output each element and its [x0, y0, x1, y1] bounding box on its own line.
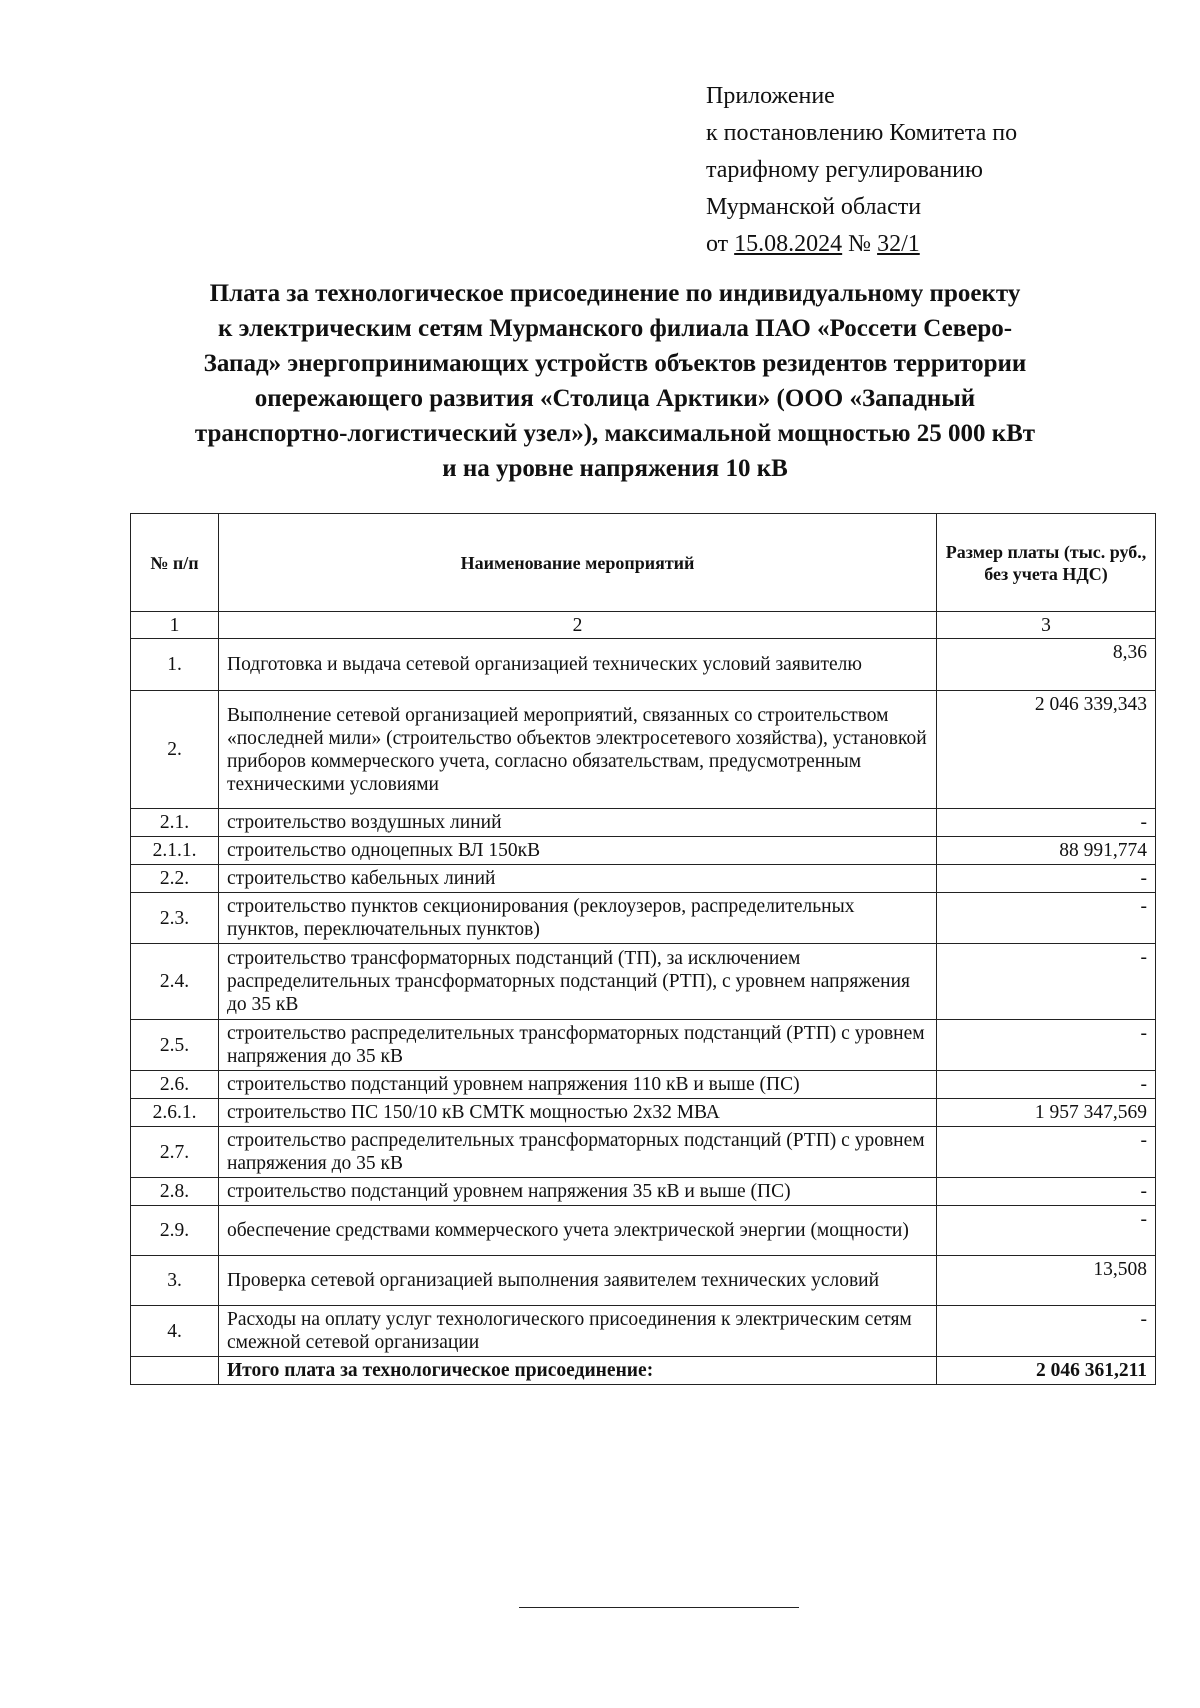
- row-name: строительство воздушных линий: [219, 809, 937, 837]
- row-number: 2.8.: [131, 1178, 219, 1206]
- resolution-number: 32/1: [877, 231, 920, 257]
- total-value: 2 046 361,211: [937, 1357, 1156, 1385]
- table-row: [131, 691, 1156, 809]
- total-num-cell: [131, 1357, 219, 1385]
- signature-separator-line: [519, 1607, 799, 1608]
- column-index-3: 3: [937, 612, 1156, 639]
- appendix-block: [706, 78, 1017, 263]
- row-name: строительство трансформаторных подстанций (ТП), за исключением распределительных трансформаторных подстанций (РТП), с уровнем напряжения до 35 кВ: [219, 944, 937, 1020]
- appendix-line-1: Приложение: [706, 83, 835, 109]
- header-fee: Размер платы (тыс. руб., без учета НДС): [937, 514, 1156, 612]
- row-name: строительство подстанций уровнем напряжения 110 кВ и выше (ПС): [219, 1071, 937, 1099]
- table-row: [131, 1256, 1156, 1306]
- row-number: 2.9.: [131, 1206, 219, 1256]
- table-row: [131, 1071, 1156, 1099]
- row-number: 2.6.: [131, 1071, 219, 1099]
- date-prefix: от: [706, 231, 735, 257]
- row-name: строительство кабельных линий: [219, 865, 937, 893]
- column-index-2: 2: [219, 612, 937, 639]
- table-row: [131, 893, 1156, 944]
- column-index-row: [131, 612, 1156, 639]
- row-value: 2 046 339,343: [937, 691, 1156, 809]
- title-line-5: транспортно-логистический узел»), максимальной мощностью 25 000 кВт: [194, 420, 1036, 447]
- header-name: Наименование мероприятий: [219, 514, 937, 612]
- row-number: 2.6.1.: [131, 1099, 219, 1127]
- row-value: -: [937, 1178, 1156, 1206]
- table-row: [131, 1127, 1156, 1178]
- row-value: -: [937, 944, 1156, 1020]
- row-number: 2.4.: [131, 944, 219, 1020]
- table-row: [131, 809, 1156, 837]
- title-line-2: к электрическим сетям Мурманского филиала ПАО «Россети Северо-: [217, 315, 1013, 342]
- row-number: 2.3.: [131, 893, 219, 944]
- total-label: Итого плата за технологическое присоединение:: [219, 1357, 937, 1385]
- table-row: [131, 944, 1156, 1020]
- table-row: [131, 1020, 1156, 1071]
- table-row: [131, 1206, 1156, 1256]
- title-line-1: Плата за технологическое присоединение по индивидуальному проекту: [209, 280, 1021, 307]
- row-name: строительство подстанций уровнем напряжения 35 кВ и выше (ПС): [219, 1178, 937, 1206]
- row-value: -: [937, 865, 1156, 893]
- row-name: Выполнение сетевой организацией мероприятий, связанных со строительством «последней мили» (строительство объектов электросетевого хозяйства), установкой приборов коммерческого учета, согласно обязательствам, предусмотренным техническими условиями: [219, 691, 937, 809]
- row-value: 1 957 347,569: [937, 1099, 1156, 1127]
- row-name: строительство распределительных трансформаторных подстанций (РТП) с уровнем напряжения до 35 кВ: [219, 1020, 937, 1071]
- resolution-date: 15.08.2024: [734, 231, 843, 257]
- appendix-date-line: [706, 226, 1017, 263]
- row-number: 4.: [131, 1306, 219, 1357]
- title-line-3: Запад» энергопринимающих устройств объектов резидентов территории: [203, 350, 1027, 377]
- fee-table: [130, 513, 1156, 1385]
- row-name: обеспечение средствами коммерческого учета электрической энергии (мощности): [219, 1206, 937, 1256]
- row-value: -: [937, 1071, 1156, 1099]
- total-row: [131, 1357, 1156, 1385]
- header-num: № п/п: [131, 514, 219, 612]
- column-index-1: 1: [131, 612, 219, 639]
- row-number: 2.7.: [131, 1127, 219, 1178]
- row-value: -: [937, 1127, 1156, 1178]
- title-line-6: и на уровне напряжения 10 кВ: [442, 455, 788, 482]
- row-number: 2.5.: [131, 1020, 219, 1071]
- row-value: -: [937, 893, 1156, 944]
- row-name: строительство одноцепных ВЛ 150кВ: [219, 837, 937, 865]
- title-line-4: опережающего развития «Столица Арктики» (ООО «Западный: [254, 385, 976, 412]
- table-row: [131, 865, 1156, 893]
- row-number: 1.: [131, 639, 219, 691]
- row-name: строительство распределительных трансформаторных подстанций (РТП) с уровнем напряжения до 35 кВ: [219, 1127, 937, 1178]
- row-name: Проверка сетевой организацией выполнения заявителем технических условий: [219, 1256, 937, 1306]
- row-name: строительство пунктов секционирования (реклоузеров, распределительных пунктов, переключательных пунктов): [219, 893, 937, 944]
- appendix-line-4: Мурманской области: [706, 194, 922, 220]
- row-name: Подготовка и выдача сетевой организацией технических условий заявителю: [219, 639, 937, 691]
- row-name: Расходы на оплату услуг технологического присоединения к электрическим сетям смежной сетевой организации: [219, 1306, 937, 1357]
- row-value: -: [937, 1306, 1156, 1357]
- row-number: 2.1.1.: [131, 837, 219, 865]
- table-row: [131, 837, 1156, 865]
- number-prefix: №: [842, 231, 878, 257]
- table-row: [131, 1178, 1156, 1206]
- row-number: 3.: [131, 1256, 219, 1306]
- appendix-line-3: тарифному регулированию: [706, 157, 983, 183]
- row-value: 13,508: [937, 1256, 1156, 1306]
- row-number: 2.: [131, 691, 219, 809]
- row-value: -: [937, 1206, 1156, 1256]
- row-name: строительство ПС 150/10 кВ СМТК мощностью 2х32 МВА: [219, 1099, 937, 1127]
- document-title: [130, 276, 1100, 486]
- row-value: 88 991,774: [937, 837, 1156, 865]
- table-row: [131, 1099, 1156, 1127]
- row-number: 2.2.: [131, 865, 219, 893]
- table-row: [131, 1306, 1156, 1357]
- table-header-row: [131, 514, 1156, 612]
- row-value: -: [937, 809, 1156, 837]
- row-number: 2.1.: [131, 809, 219, 837]
- row-value: -: [937, 1020, 1156, 1071]
- row-value: 8,36: [937, 639, 1156, 691]
- appendix-line-2: к постановлению Комитета по: [706, 120, 1018, 146]
- table-row: [131, 639, 1156, 691]
